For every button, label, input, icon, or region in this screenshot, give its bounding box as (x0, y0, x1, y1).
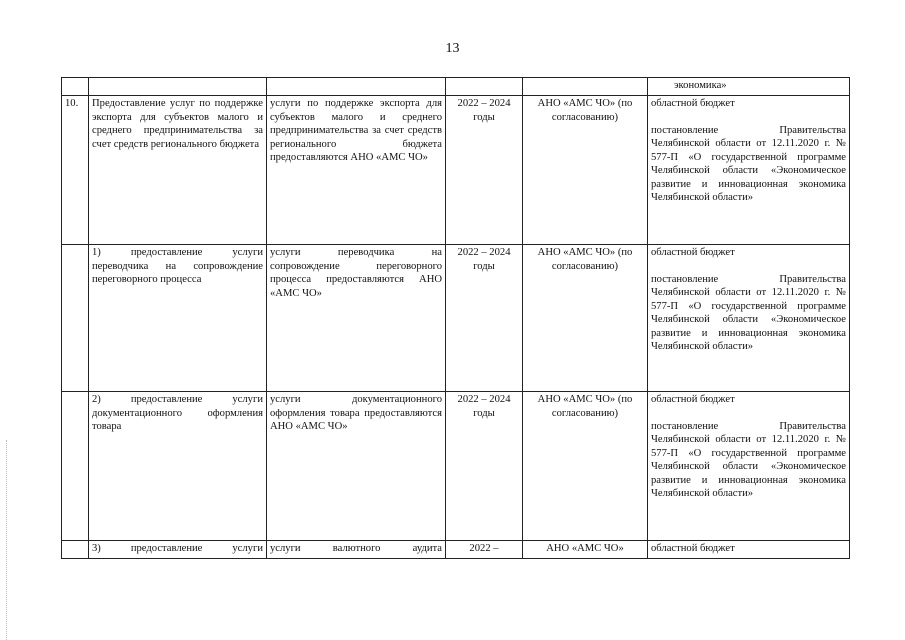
table-row (62, 245, 850, 392)
cell-executor: АНО «АМС ЧО» (523, 541, 648, 559)
cell-executor (523, 78, 648, 96)
cell-num (62, 245, 89, 392)
source-gap (651, 407, 846, 420)
cell-source (648, 392, 850, 541)
table-row-continuation (62, 78, 850, 96)
cell-event: 1) предоставление услуги переводчика на сопровождение переговорного процесса (89, 245, 267, 392)
source-budget: областной бюджет (651, 394, 735, 405)
scan-margin-marks (6, 440, 8, 640)
cell-result: услуги переводчика на сопровождение переговорного процесса предоставляются АНО «АМС ЧО» (267, 245, 446, 392)
source-decree: постановление Правительства Челябинской области от 12.11.2020 г. № 577-П «О государственной программе Челябинской области «Экономическое развитие и инновационная экономика Челябинской области» (651, 420, 846, 499)
cell-source (648, 541, 850, 559)
cell-result: услуги документационного оформления товара предоставляются АНО «АМС ЧО» (267, 392, 446, 541)
source-decree: постановление Правительства Челябинской области от 12.11.2020 г. № 577-П «О государственной программе Челябинской области «Экономическое развитие и инновационная экономика Челябинской области» (651, 273, 846, 352)
cell-result: услуги валютного аудита (267, 541, 446, 559)
measures-table (61, 77, 850, 559)
table-row (62, 392, 850, 541)
source-decree: постановление Правительства Челябинской области от 12.11.2020 г. № 577-П «О государственной программе Челябинской области «Экономическое развитие и инновационная экономика Челябинской области» (651, 124, 846, 203)
cell-num: 10. (62, 96, 89, 245)
table-row (62, 96, 850, 245)
cell-source: экономика» (648, 78, 850, 96)
source-budget: областной бюджет (651, 543, 735, 554)
cell-executor: АНО «АМС ЧО» (по согласованию) (523, 245, 648, 392)
source-gap (651, 111, 846, 124)
cell-source (648, 96, 850, 245)
cell-source (648, 245, 850, 392)
source-budget: областной бюджет (651, 247, 735, 258)
cell-period: 2022 – 2024 годы (446, 96, 523, 245)
cell-num (62, 78, 89, 96)
cell-result: услуги по поддержке экспорта для субъектов малого и среднего предпринимательства за счет средств регионального бюджета предоставляются АНО «АМС ЧО» (267, 96, 446, 245)
cell-event: 2) предоставление услуги документационного оформления товара (89, 392, 267, 541)
cell-num (62, 541, 89, 559)
cell-result (267, 78, 446, 96)
cell-period: 2022 – (446, 541, 523, 559)
page-number: 13 (445, 41, 460, 56)
cell-period (446, 78, 523, 96)
cell-event: 3) предоставление услуги (89, 541, 267, 559)
source-gap (651, 260, 846, 273)
table-row (62, 541, 850, 559)
source-budget: областной бюджет (651, 98, 735, 109)
cell-event: Предоставление услуг по поддержке экспорта для субъектов малого и среднего предпринимательства за счет средств регионального бюджета (89, 96, 267, 245)
cell-period: 2022 – 2024 годы (446, 245, 523, 392)
cell-executor: АНО «АМС ЧО» (по согласованию) (523, 96, 648, 245)
cell-executor: АНО «АМС ЧО» (по согласованию) (523, 392, 648, 541)
cell-num (62, 392, 89, 541)
cell-period: 2022 – 2024 годы (446, 392, 523, 541)
cell-event (89, 78, 267, 96)
